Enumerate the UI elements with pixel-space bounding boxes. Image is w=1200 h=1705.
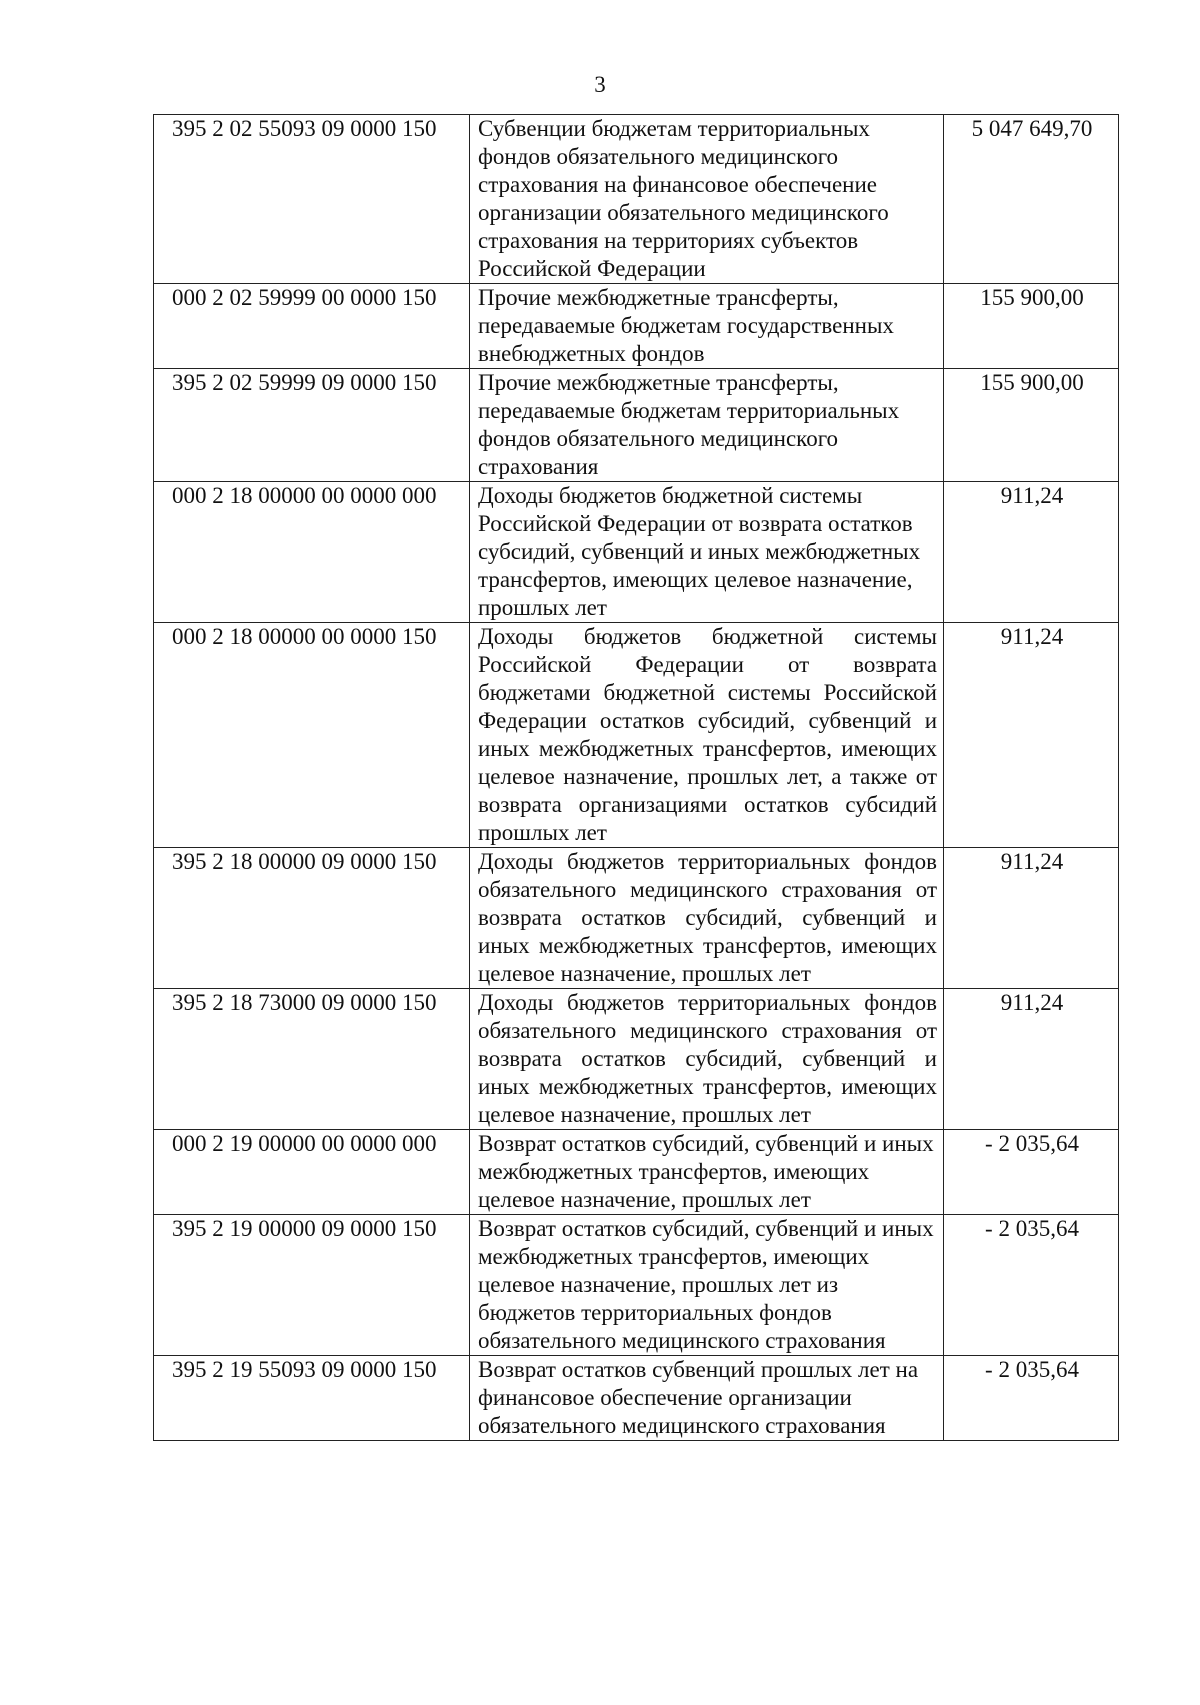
budget-classification-code: 000 2 18 00000 00 0000 150 (154, 623, 470, 848)
revenue-name: Доходы бюджетов территориальных фондов обязательного медицинского страхования от возврата остатков субсидий, субвенций и иных межбюджетных трансфертов, имеющих целевое назначение, прошлых лет (470, 989, 944, 1130)
revenue-amount: 155 900,00 (944, 284, 1119, 369)
table-body (154, 115, 1119, 1441)
budget-classification-code: 395 2 18 00000 09 0000 150 (154, 848, 470, 989)
table-row (154, 115, 1119, 284)
revenue-amount: 911,24 (944, 623, 1119, 848)
revenue-amount: - 2 035,64 (944, 1215, 1119, 1356)
table-row (154, 1356, 1119, 1441)
table-row (154, 284, 1119, 369)
revenue-name: Субвенции бюджетам территориальных фондов обязательного медицинского страхования на финансовое обеспечение организации обязательного медицинского страхования на территориях субъектов Российской Федерации (470, 115, 944, 284)
table-row (154, 482, 1119, 623)
page-number: 3 (594, 72, 606, 97)
table-row (154, 1215, 1119, 1356)
revenue-name: Доходы бюджетов бюджетной системы Российской Федерации от возврата остатков субсидий, субвенций и иных межбюджетных трансфертов, имеющих целевое назначение, прошлых лет (470, 482, 944, 623)
revenue-amount: 911,24 (944, 482, 1119, 623)
revenue-name: Возврат остатков субсидий, субвенций и иных межбюджетных трансфертов, имеющих целевое назначение, прошлых лет из бюджетов территориальных фондов обязательного медицинского страхования (470, 1215, 944, 1356)
budget-classification-code: 395 2 18 73000 09 0000 150 (154, 989, 470, 1130)
revenue-amount: 155 900,00 (944, 369, 1119, 482)
budget-classification-code: 395 2 02 55093 09 0000 150 (154, 115, 470, 284)
table-row (154, 623, 1119, 848)
budget-classification-code: 000 2 18 00000 00 0000 000 (154, 482, 470, 623)
revenue-name: Возврат остатков субвенций прошлых лет на финансовое обеспечение организации обязательного медицинского страхования (470, 1356, 944, 1441)
budget-classification-code: 000 2 02 59999 00 0000 150 (154, 284, 470, 369)
table-row (154, 848, 1119, 989)
revenue-name: Доходы бюджетов бюджетной системы Российской Федерации от возврата бюджетами бюджетной системы Российской Федерации остатков субсидий, субвенций и иных межбюджетных трансфертов, имеющих целевое назначение, прошлых лет, а также от возврата организациями остатков субсидий прошлых лет (470, 623, 944, 848)
table-row (154, 1130, 1119, 1215)
budget-revenue-table (153, 114, 1119, 1441)
budget-classification-code: 395 2 19 00000 09 0000 150 (154, 1215, 470, 1356)
revenue-name: Прочие межбюджетные трансферты, передаваемые бюджетам территориальных фондов обязательного медицинского страхования (470, 369, 944, 482)
budget-classification-code: 000 2 19 00000 00 0000 000 (154, 1130, 470, 1215)
revenue-amount: - 2 035,64 (944, 1130, 1119, 1215)
budget-classification-code: 395 2 19 55093 09 0000 150 (154, 1356, 470, 1441)
revenue-amount: 911,24 (944, 989, 1119, 1130)
table-row (154, 369, 1119, 482)
revenue-name: Доходы бюджетов территориальных фондов обязательного медицинского страхования от возврата остатков субсидий, субвенций и иных межбюджетных трансфертов, имеющих целевое назначение, прошлых лет (470, 848, 944, 989)
revenue-name: Прочие межбюджетные трансферты, передаваемые бюджетам государственных внебюджетных фондов (470, 284, 944, 369)
revenue-amount: 5 047 649,70 (944, 115, 1119, 284)
budget-classification-code: 395 2 02 59999 09 0000 150 (154, 369, 470, 482)
table-row (154, 989, 1119, 1130)
revenue-amount: 911,24 (944, 848, 1119, 989)
revenue-amount: - 2 035,64 (944, 1356, 1119, 1441)
revenue-name: Возврат остатков субсидий, субвенций и иных межбюджетных трансфертов, имеющих целевое назначение, прошлых лет (470, 1130, 944, 1215)
